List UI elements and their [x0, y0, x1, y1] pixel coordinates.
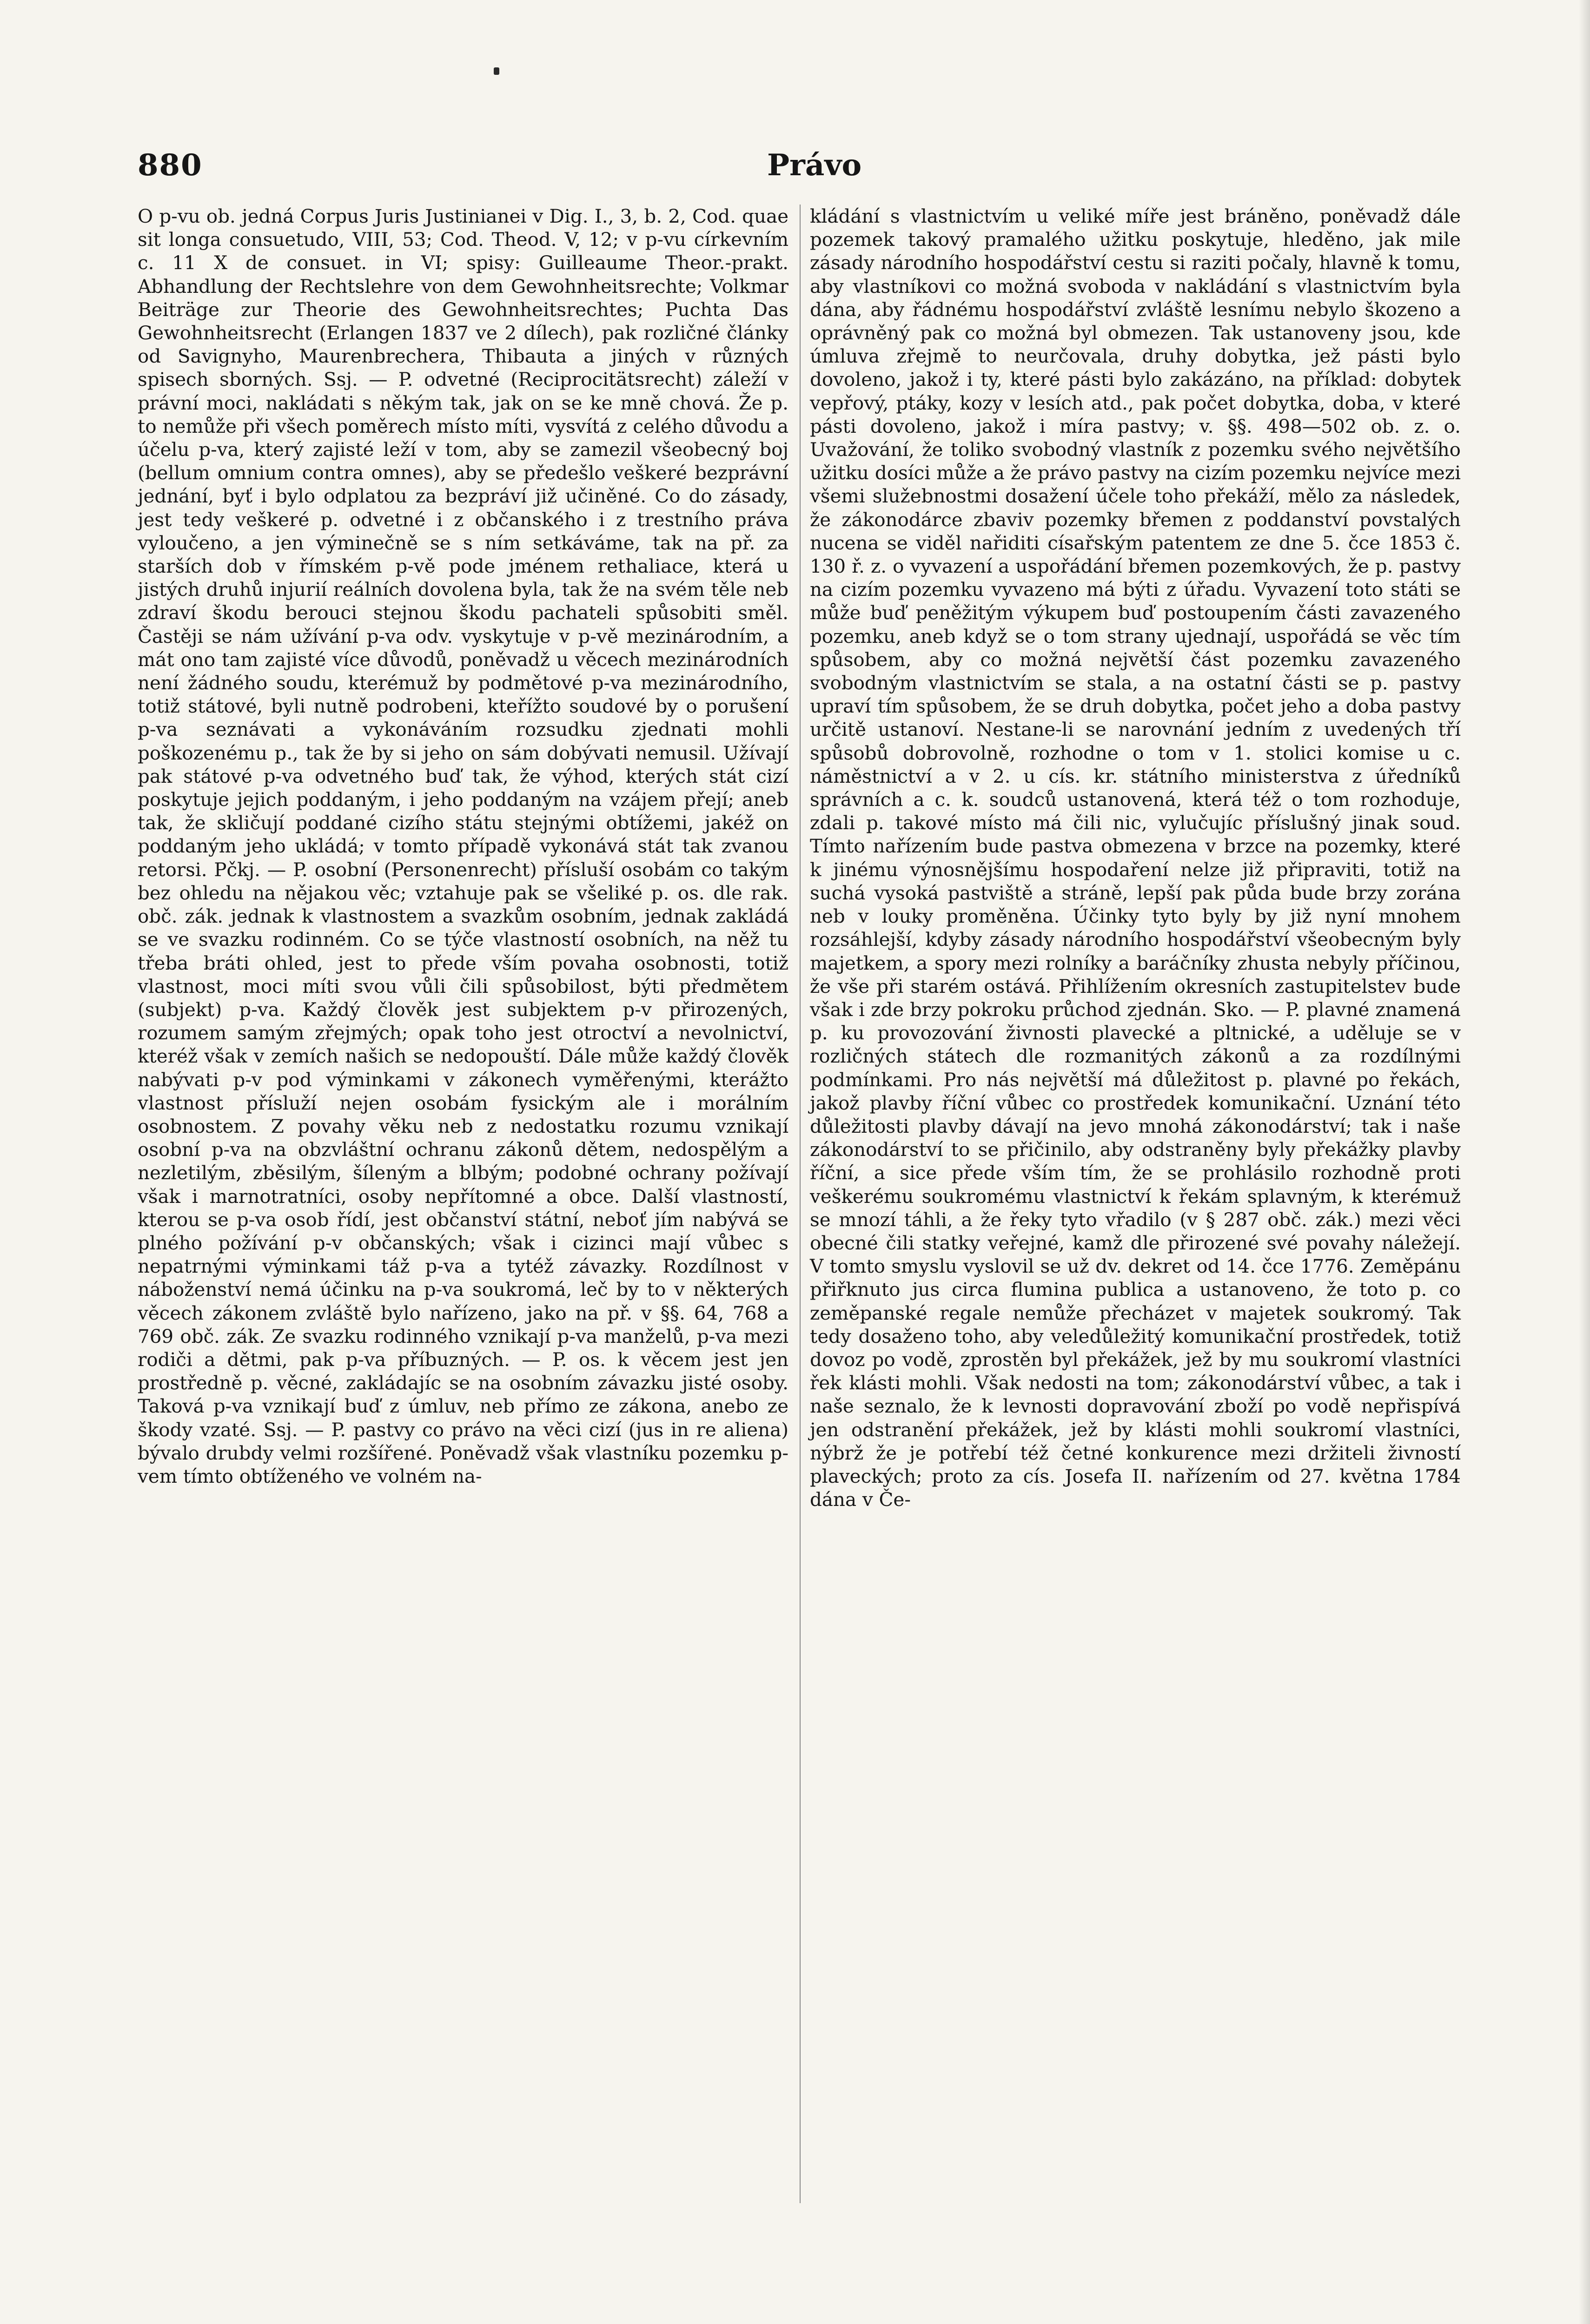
- right-column-text: kládání s vlastnictvím u veliké míře jest bráněno, poněvadž dále pozemek takový pramalého užitku poskytuje, hleděno, jak mile zásady národního hospodářství cestu si raziti počaly, hlavně k tomu, aby vlastníkovi co možná svoboda v nakládání s vlastnictvím byla dána, aby řádnému hospodářství zvláště lesnímu nebylo škozeno a oprávněný pak co možná byl obmezen. Tak ustanoveny jsou, kde úmluva zřejmě to neurčovala, druhy dobytka, jež pásti bylo dovoleno, jakož i ty, které pásti bylo zakázáno, na příklad: dobytek vepřový, ptáky, kozy v lesích atd., pak počet dobytka, doba, v které pásti dovoleno, jakož i míra pastvy; v. §§. 498—502 ob. z. o. Uvažování, že toliko svobodný vlastník z pozemku svého největšího užitku dosíci může a že právo pastvy na cizím pozemku nejvíce mezi všemi služebnostmi dosažení účele toho překáží, mělo za následek, že zákonodárce zbaviv pozemky břemen z poddanství povstalých nucena se viděl nařiditi císařským patentem ze dne 5. čce 1853 č. 130 ř. z. o vyvazení a uspořádání břemen pozemkových, že p. pastvy na cizím pozemku vyvazeno má býti z úřadu. Vyvazení toto státi se může buď peněžitým výkupem buď postoupením části zavazeného pozemku, aneb když se o tom strany ujednají, uspořádá se věc tím spůsobem, aby co možná největší část pozemku zavazeného svobodným vlastnictvím se stala, a na ostatní části se p. pastvy upraví tím spůsobem, že se druh dobytka, počet jeho a doba pastvy určitě ustanoví. Nestane-li se narovnání jedním z uvedených tří spůsobů dobrovolně, rozhodne o tom v 1. stolici komise u c. náměstnictví a v 2. u cís. kr. státního ministerstva z úředníků správních a c. k. soudců ustanovená, která též o tom rozhoduje, zdali p. takové místo má čili nic, vylučujíc příslušný jinak soud. Tímto nařízením bude pastva obmezena v brzce na pozemky, které k jinému výnosnějšímu hospodaření nelze již připraviti, totiž na suchá vysoká pastviště a stráně, lepší pak půda bude brzy zorána neb v louky proměněna. Účinky tyto byly by již nyní mnohem rozsáhlejší, kdyby zásady národního hospodářství všeobecným byly majetkem, a spory mezi rolníky a baráčníky zhusta nebyly příčinou, že vše při starém ostává. Přihlížením okresních zastupitelstev bude však i zde brzy pokroku průchod zjednán. Sko. — P. plavné znamená p. ku provozování živnosti plavecké a pltnické, a uděluje se v rozličných státech dle rozmanitých zákonů a za rozdílnými podmínkami. Pro nás největší má důležitost p. plavné po řekách, jakož plavby říční vůbec co prostředek komunikační. Uznání této důležitosti plavby dávají na jevo mnohá zákonodárství; tak i naše zákonodárství to se přičinilo, aby odstraněny byly překážky plavby říční, a sice přede vším tím, že se prohlásilo rozhodně proti veškerému soukromému vlastnictví k řekám splavným, k kterémuž se mnozí táhli, a že řeky tyto vřadilo (v § 287 obč. zák.) mezi věci obecné čili statky veřejné, kamž dle přirozené své povahy náležejí. V tomto smyslu vyslovil se už dv. dekret od 14. čce 1776. Zeměpánu přiřknuto jus circa flumina publica a ustanoveno, že toto p. co zeměpanské regale nemůže přecházet v majetek soukromý. Tak tedy dosaženo toho, aby veledůležitý komunikační prostředek, totiž dovoz po vodě, zprostěn byl překážek, jež by mu soukromí vlastníci řek klásti mohli. Však nedosti na tom; zákonodárství vůbec, a tak i naše seznalo, že k levnosti dopravování zboží po vodě nepřispívá jen odstranění překážek, jež by klásti mohli soukromí vlastníci, nýbrž že je potřebí též četné konkurence mezi držiteli živností plaveckých; proto za cís. Josefa II. nařízením od 27. května 1784 dána v Če-: [810, 205, 1461, 1511]
- running-head: Právo: [767, 148, 862, 183]
- page-edge-shadow: [1579, 0, 1590, 2324]
- page-number: 880: [138, 148, 203, 183]
- left-column: [138, 205, 788, 1488]
- ink-speck: [494, 67, 499, 75]
- right-column: [810, 205, 1461, 1511]
- left-column-text: O p-vu ob. jedná Corpus Juris Justinianei v Dig. I., 3, b. 2, Cod. quae sit longa consuetudo, VIII, 53; Cod. Theod. V, 12; v p-vu církevním c. 11 X de consuet. in VI; spisy: Guilleaume Theor.-prakt. Abhandlung der Rechtslehre von dem Gewohnheitsrechte; Volkmar Beiträge zur Theorie des Gewohnheitsrechtes; Puchta Das Gewohnheitsrecht (Erlangen 1837 ve 2 dílech), pak rozličné články od Savignyho, Maurenbrechera, Thibauta a jiných v různých spisech sborných. Ssj. — P. odvetné (Reciprocitätsrecht) záleží v právní moci, nakládati s někým tak, jak on se ke mně chová. Že p. to nemůže při všech poměrech místo míti, vysvítá z celého důvodu a účelu p-va, který zajisté leží v tom, aby se zamezil všeobecný boj (bellum omnium contra omnes), aby se předešlo veškeré bezprávní jednání, byť i bylo odplatou za bezpráví již učiněné. Co do zásady, jest tedy veškeré p. odvetné i z občanského i z trestního práva vyloučeno, a jen výminečně se s ním setkáváme, tak na př. za starších dob v římském p-vě pode jménem rethaliace, která u jistých druhů injurií reálních dovolena byla, tak že na svém těle neb zdraví škodu berouci stejnou škodu pachateli spůsobiti směl. Častěji se nám užívání p-va odv. vyskytuje v p-vě mezinárodním, a mát ono tam zajisté více důvodů, poněvadž u věcech mezinárodních není žádného soudu, kterémuž by podmětové p-va mezinárodního, totiž státové, byli nutně podrobeni, kteřížto soudové by o porušení p-va seznávati a vykonáváním rozsudku zjednati mohli poškozenému p., tak že by si jeho on sám dobývati nemusil. Užívají pak státové p-va odvetného buď tak, že výhod, kterých stát cizí poskytuje jejich poddaným, i jeho poddaným na vzájem přejí; aneb tak, že skličují poddané cizího státu stejnými obtížemi, jakéž on poddaným jeho ukládá; v tomto případě vykonává stát tak zvanou retorsi. Pčkj. — P. osobní (Personenrecht) přísluší osobám co takým bez ohledu na nějakou věc; vztahuje pak se všeliké p. os. dle rak. obč. zák. jednak k vlastnostem a svazkům osobním, jednak zakládá se ve svazku rodinném. Co se týče vlastností osobních, na něž tu třeba bráti ohled, jest to přede vším povaha osobnosti, totiž vlastnost, moci míti svou vůli čili spůsobilost, býti předmětem (subjekt) p-va. Každý člověk jest subjektem p-v přirozených, rozumem samým zřejmých; opak toho jest otroctví a nevolnictví, kteréž však v zemích našich se nedopouští. Dále může každý člověk nabývati p-v pod výminkami v zákonech vyměřenými, kterážto vlastnost přísluží nejen osobám fysickým ale i morálním osobnostem. Z povahy věku neb z nedostatku rozumu vznikají osobní p-va na obzvláštní ochranu zákonů dětem, nedospělým a nezletilým, zběsilým, šíleným a blbým; podobné ochrany požívají však i marnotratníci, osoby nepřítomné a obce. Další vlastností, kterou se p-va osob řídí, jest občanství státní, neboť jím nabývá se plného požívání p-v občanských; však i cizinci mají vůbec s nepatrnými výminkami táž p-va a tytéž závazky. Rozdílnost v náboženství nemá účinku na p-va soukromá, leč by to v některých věcech zákonem zvláště bylo nařízeno, jako na př. v §§. 64, 768 a 769 obč. zák. Ze svazku rodinného vznikají p-va manželů, p-va mezi rodiči a dětmi, pak p-va příbuzných. — P. os. k věcem jest jen prostředně p. věcné, zakládajíc se na osobním závazku jisté osoby. Taková p-va vznikají buď z úmluv, neb přímo ze zákona, anebo ze škody vzaté. Ssj. — P. pastvy co právo na věci cizí (jus in re aliena) bývalo drubdy velmi rozšířené. Poněvadž však vlastníku pozemku p-vem tímto obtíženého ve volném na-: [138, 205, 788, 1487]
- column-divider: [800, 205, 801, 2203]
